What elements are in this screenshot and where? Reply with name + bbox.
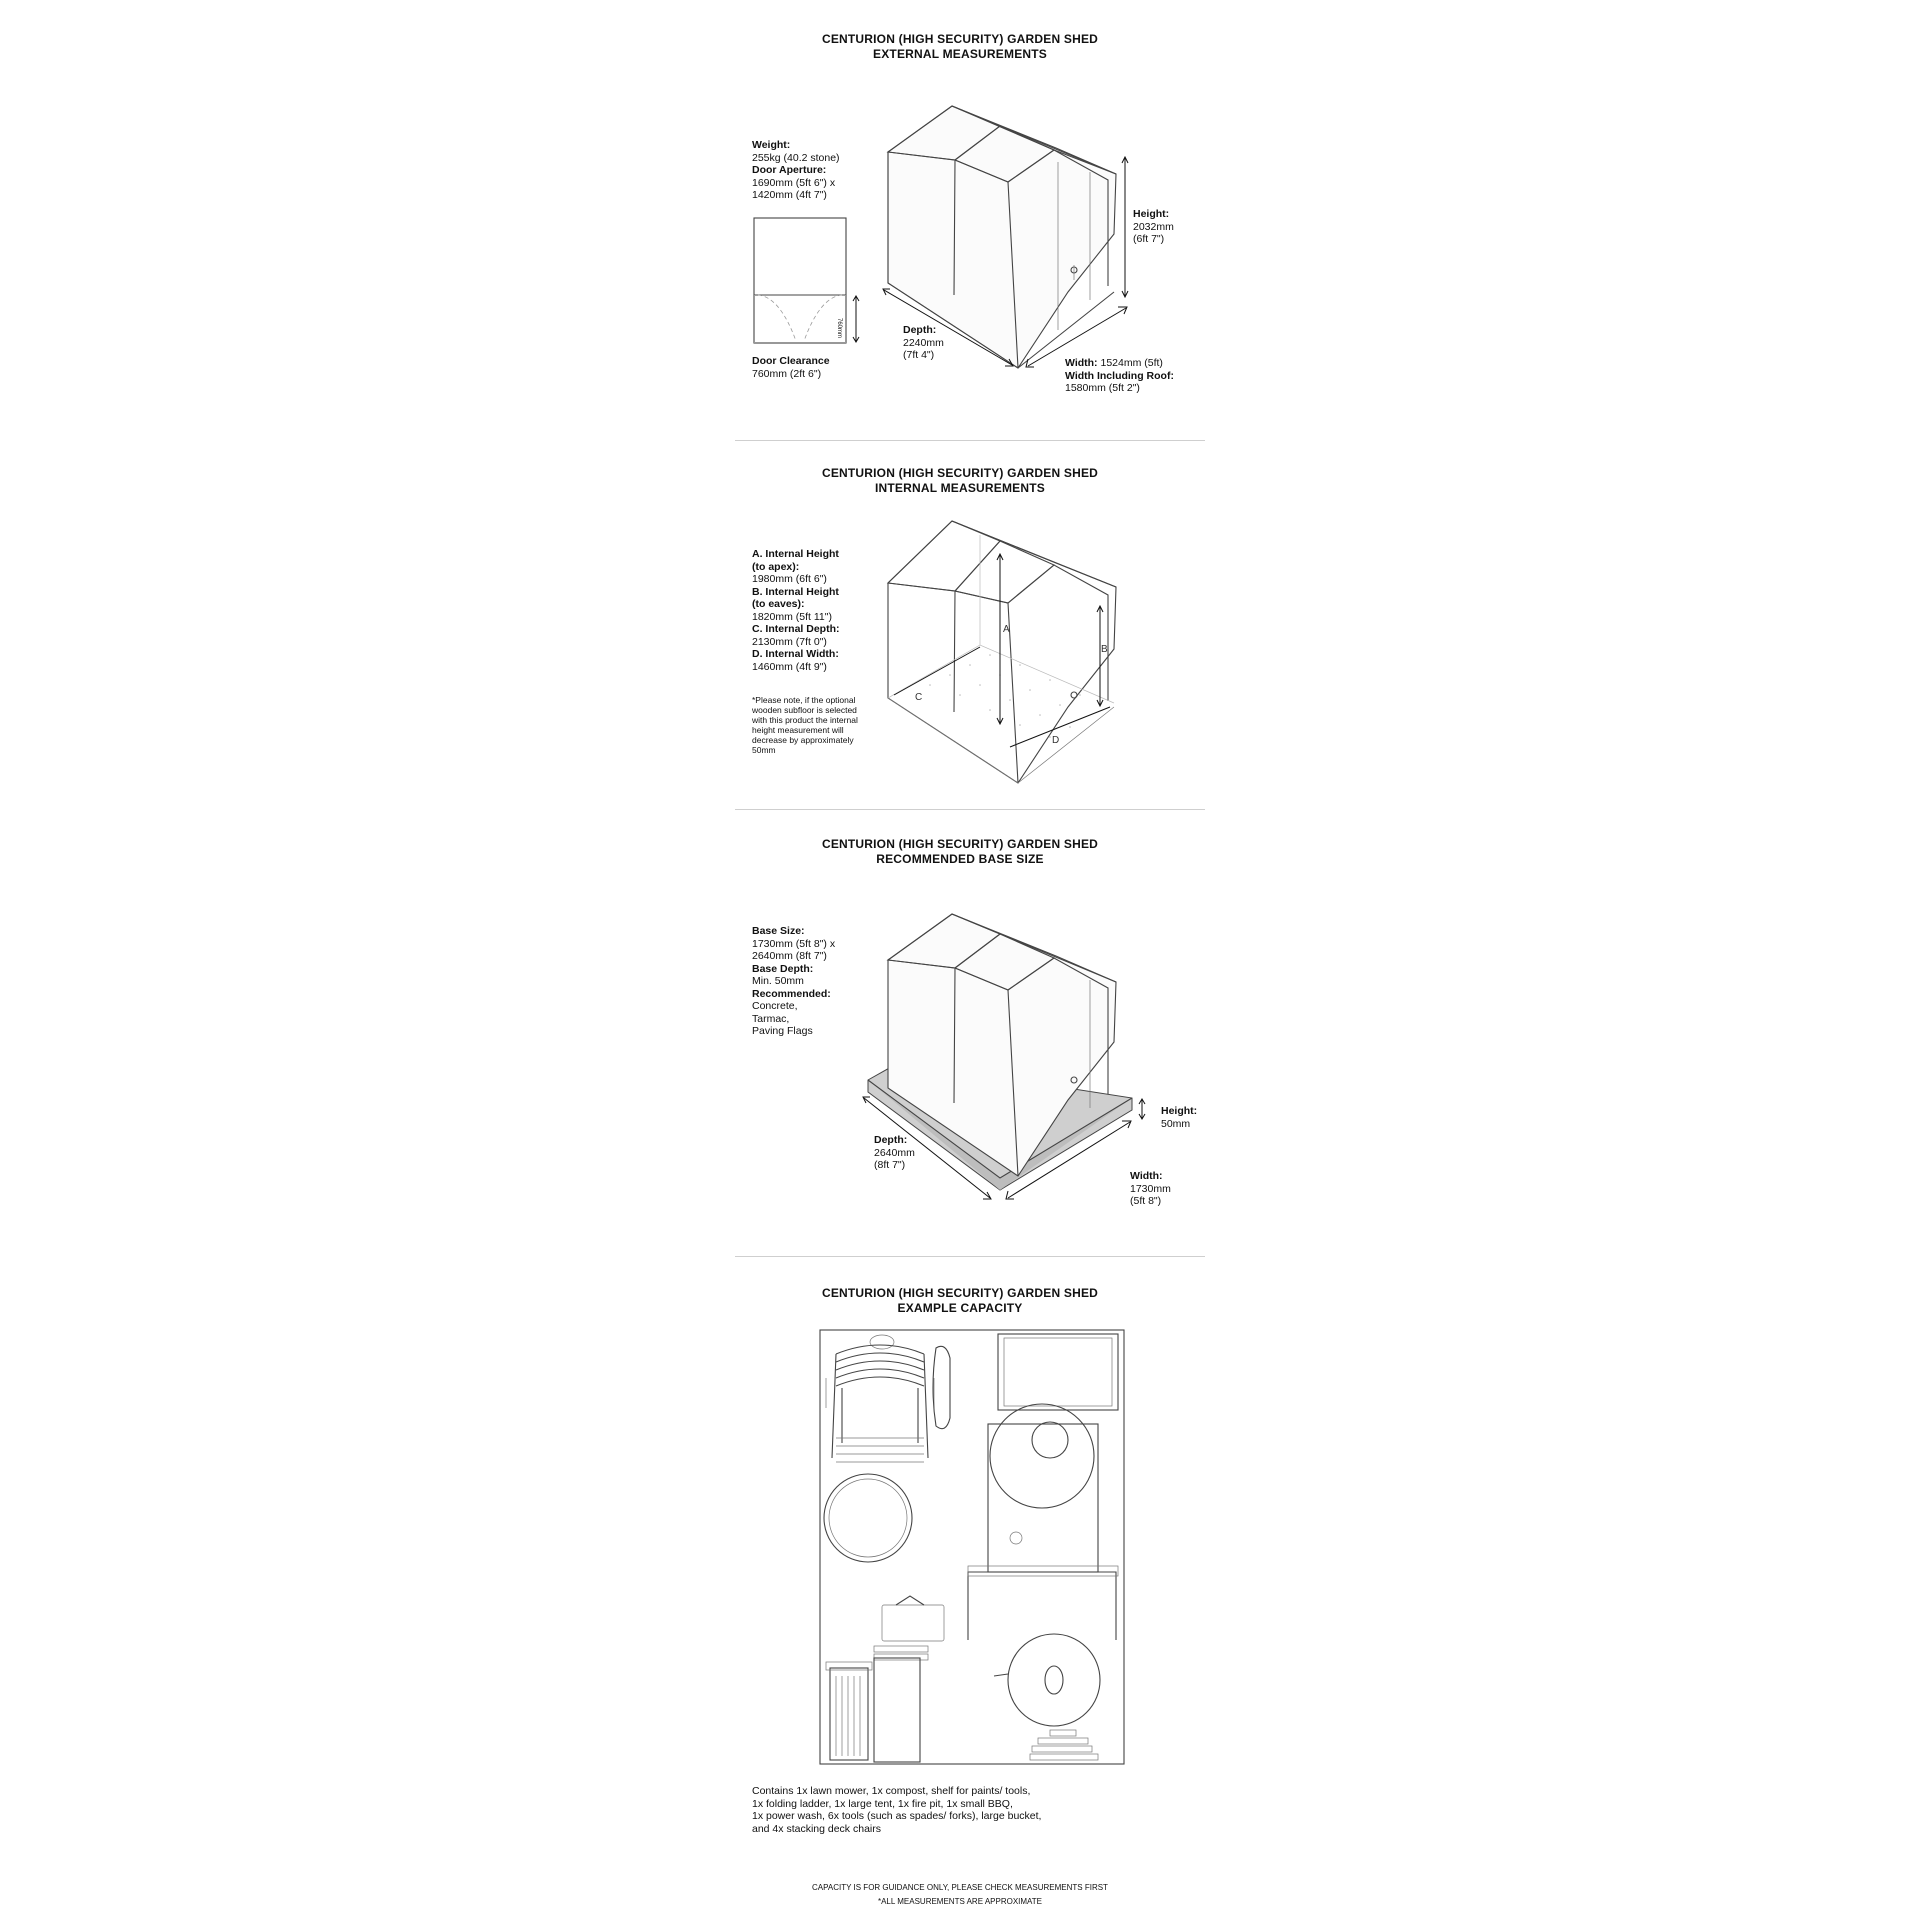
a-value: 1980mm (6ft 6") (752, 573, 827, 585)
base-size-label: Base Size: (752, 925, 805, 937)
section-divider-1 (735, 440, 1205, 441)
height-specs (1133, 208, 1174, 246)
contents-line: and 4x stacking deck chairs (752, 1822, 881, 1835)
depth-value-2: (7ft 4") (903, 349, 935, 361)
contents-line: Contains 1x lawn mower, 1x compost, shelf for paints/ tools, (752, 1785, 1031, 1797)
contents-line: 1x folding ladder, 1x large tent, 1x fire pit, 1x small BBQ, (752, 1797, 1013, 1810)
capacity-title-line1: CENTURION (HIGH SECURITY) GARDEN SHED (821, 1286, 1099, 1300)
base-height-specs (1161, 1105, 1197, 1130)
base-dim-width-value-1: 1730mm (1130, 1182, 1171, 1195)
contents-line: 1x power wash, 6x tools (such as spades/ forks), large bucket, (752, 1810, 1042, 1822)
recommended-value: Paving Flags (752, 1025, 813, 1037)
c-value: 2130mm (7ft 0") (752, 635, 827, 648)
recommended-value: Tarmac, (752, 1012, 790, 1025)
marker-a: A (1003, 624, 1010, 635)
deck-chairs-icon (826, 1335, 934, 1462)
subfloor-note (752, 695, 858, 755)
base-height-label: Height: (1161, 1105, 1198, 1117)
note-line: decrease by approximately (752, 735, 854, 745)
marker-d: D (1052, 735, 1060, 746)
internal-shed-drawing (880, 515, 1140, 785)
external-title-line2: EXTERNAL MEASUREMENTS (873, 47, 1047, 61)
base-height-value: 50mm (1161, 1117, 1191, 1130)
note-line: 50mm (752, 745, 776, 755)
lawn-mower-icon (968, 1404, 1118, 1640)
aperture-value-1: 1690mm (5ft 6") x (752, 176, 836, 189)
base-dim-depth-label: Depth: (874, 1134, 908, 1146)
external-title-line1: CENTURION (HIGH SECURITY) GARDEN SHED (821, 32, 1099, 46)
clearance-specs (752, 355, 830, 380)
note-line: height measurement will (752, 725, 844, 735)
external-specs (752, 139, 840, 202)
external-title (0, 32, 1920, 62)
aperture-value-2: 1420mm (4ft 7") (752, 189, 827, 201)
internal-title-line2: INTERNAL MEASUREMENTS (875, 481, 1045, 495)
capacity-title (0, 1286, 1920, 1316)
d-value: 1460mm (4ft 9") (752, 660, 827, 673)
b-label-2: (to eaves): (752, 598, 805, 610)
shelf-icon (874, 1658, 920, 1762)
internal-title (0, 466, 1920, 496)
note-line: wooden subfloor is selected (752, 705, 857, 715)
base-specs (752, 925, 835, 1038)
base-title (0, 837, 1920, 867)
recommended-label: Recommended: (752, 987, 831, 1000)
base-width-dim (1130, 1170, 1171, 1208)
power-wash-icon (826, 1662, 872, 1760)
capacity-title-line2: EXAMPLE CAPACITY (897, 1301, 1023, 1315)
a-label-2: (to apex): (752, 560, 800, 573)
clearance-label: Door Clearance (752, 355, 830, 367)
recommended-value: Concrete, (752, 1000, 798, 1012)
base-shed-drawing (860, 900, 1150, 1220)
c-label: C. Internal Depth: (752, 623, 840, 635)
fire-pit-icon (824, 1474, 912, 1562)
capacity-contents (752, 1785, 1041, 1835)
compost-bin-icon (998, 1334, 1118, 1410)
door-clearance-diagram (750, 215, 860, 345)
section-divider-3 (735, 1256, 1205, 1257)
footer-approximate: *ALL MEASUREMENTS ARE APPROXIMATE (877, 1897, 1043, 1906)
note-line: *Please note, if the optional (752, 695, 856, 705)
base-depth-label: Base Depth: (752, 962, 814, 975)
base-depth-value: Min. 50mm (752, 975, 804, 987)
base-title-line2: RECOMMENDED BASE SIZE (876, 852, 1044, 866)
base-dim-depth-value-2: (8ft 7") (874, 1159, 906, 1171)
base-title-line1: CENTURION (HIGH SECURITY) GARDEN SHED (821, 837, 1099, 851)
base-dim-width-value-2: (5ft 8") (1130, 1195, 1162, 1207)
a-label-1: A. Internal Height (752, 548, 839, 560)
base-dim-width-label: Width: (1130, 1170, 1163, 1182)
clearance-value: 760mm (2ft 6") (752, 367, 822, 380)
aperture-label: Door Aperture: (752, 164, 827, 176)
height-value-2: (6ft 7") (1133, 233, 1165, 245)
width-roof-value: 1580mm (5ft 2") (1065, 382, 1140, 394)
base-depth-dim (874, 1134, 915, 1172)
capacity-floor-plan (818, 1328, 1128, 1768)
tools-stack-icon (1030, 1730, 1098, 1760)
bbq-icon (874, 1596, 944, 1660)
height-value-1: 2032mm (1133, 220, 1174, 233)
width-specs (1065, 357, 1174, 395)
d-label: D. Internal Width: (752, 648, 839, 660)
section-divider-2 (735, 809, 1205, 810)
hose-reel-icon (994, 1634, 1100, 1726)
width-value: 1524mm (5ft) (1100, 357, 1163, 369)
width-label: Width: (1065, 357, 1098, 369)
depth-label: Depth: (903, 324, 937, 336)
b-label-1: B. Internal Height (752, 585, 839, 598)
note-line: with this product the internal (752, 715, 858, 725)
height-label: Height: (1133, 208, 1170, 220)
tent-bag-icon (933, 1346, 950, 1428)
marker-c: C (915, 692, 923, 703)
weight-label: Weight: (752, 139, 791, 151)
internal-specs (752, 548, 840, 673)
base-size-value-2: 2640mm (8ft 7") (752, 950, 827, 962)
marker-b: B (1101, 644, 1108, 655)
width-roof-label: Width Including Roof: (1065, 369, 1174, 382)
depth-specs (903, 324, 944, 362)
depth-value-1: 2240mm (903, 336, 944, 349)
clearance-small-label: 760mm (836, 318, 842, 339)
base-size-value-1: 1730mm (5ft 8") x (752, 937, 836, 950)
b-value: 1820mm (5ft 11") (752, 610, 832, 623)
weight-value: 255kg (40.2 stone) (752, 151, 840, 164)
base-dim-depth-value-1: 2640mm (874, 1146, 915, 1159)
footer-guidance: CAPACITY IS FOR GUIDANCE ONLY, PLEASE CHECK MEASUREMENTS FIRST (812, 1883, 1108, 1892)
internal-title-line1: CENTURION (HIGH SECURITY) GARDEN SHED (821, 466, 1099, 480)
